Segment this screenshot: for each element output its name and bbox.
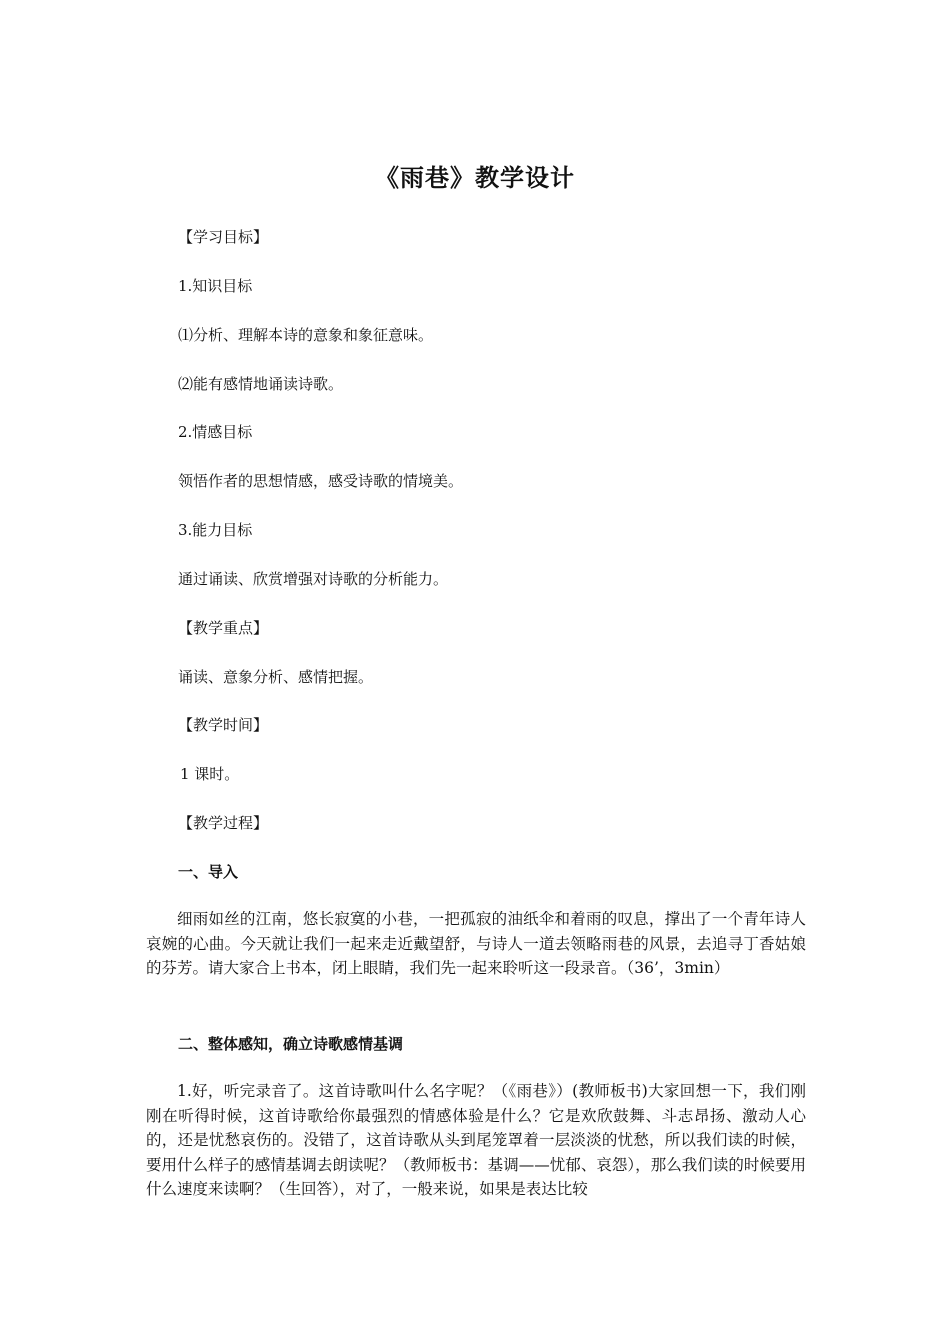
goal3-text: 通过诵读、欣赏增强对诗歌的分析能力。: [178, 570, 449, 588]
heading-learning-goals: 【学习目标】: [178, 228, 269, 246]
teaching-time-text: 1 课时。: [180, 765, 240, 783]
goal1-title: 1.知识目标: [178, 277, 253, 295]
goal2-text: 领悟作者的思想情感，感受诗歌的情境美。: [178, 472, 464, 490]
document-title: 《雨巷》教学设计: [375, 164, 575, 192]
heading-teaching-time: 【教学时间】: [178, 716, 269, 734]
heading-teaching-process: 【教学过程】: [178, 814, 269, 832]
key-points-text: 诵读、意象分析、感情把握。: [178, 668, 374, 686]
goal1-item1: ⑴分析、理解本诗的意象和象征意味。: [178, 326, 434, 344]
heading-key-points: 【教学重点】: [178, 619, 269, 637]
goal1-item2: ⑵能有感情地诵读诗歌。: [178, 375, 344, 393]
section2-paragraph: 1.好，听完录音了。这首诗歌叫什么名字呢？（《雨巷》）(教师板书)大家回想一下，我们刚刚在听得时候，这首诗歌给你最强烈的情感体验是什么？它是欢欣鼓舞、斗志昂扬、激动人心的，还是忧愁哀伤的。没错了，这首诗歌从头到尾笼罩着一层淡淡的忧愁，所以我们读的时候，要用什么样子的感情基调去朗读呢？（教师板书：基调——忧郁、哀怨），那么我们读的时候要用什么速度来读啊？（生回答），对了，一般来说，如果是表达比较: [146, 1082, 806, 1198]
section2-title: 二、整体感知，确立诗歌感情基调: [178, 1035, 404, 1053]
section1-paragraph: 细雨如丝的江南，悠长寂寞的小巷，一把孤寂的油纸伞和着雨的叹息，撑出了一个青年诗人哀婉的心曲。今天就让我们一起来走近戴望舒，与诗人一道去领略雨巷的风景，去追寻丁香姑娘的芬芳。请大家合上书本，闭上眼睛，我们先一起来聆听这一段录音。（36’，3min）: [146, 910, 806, 977]
goal2-title: 2.情感目标: [178, 423, 253, 441]
goal3-title: 3.能力目标: [178, 521, 253, 539]
section1-title: 一、导入: [178, 863, 239, 881]
